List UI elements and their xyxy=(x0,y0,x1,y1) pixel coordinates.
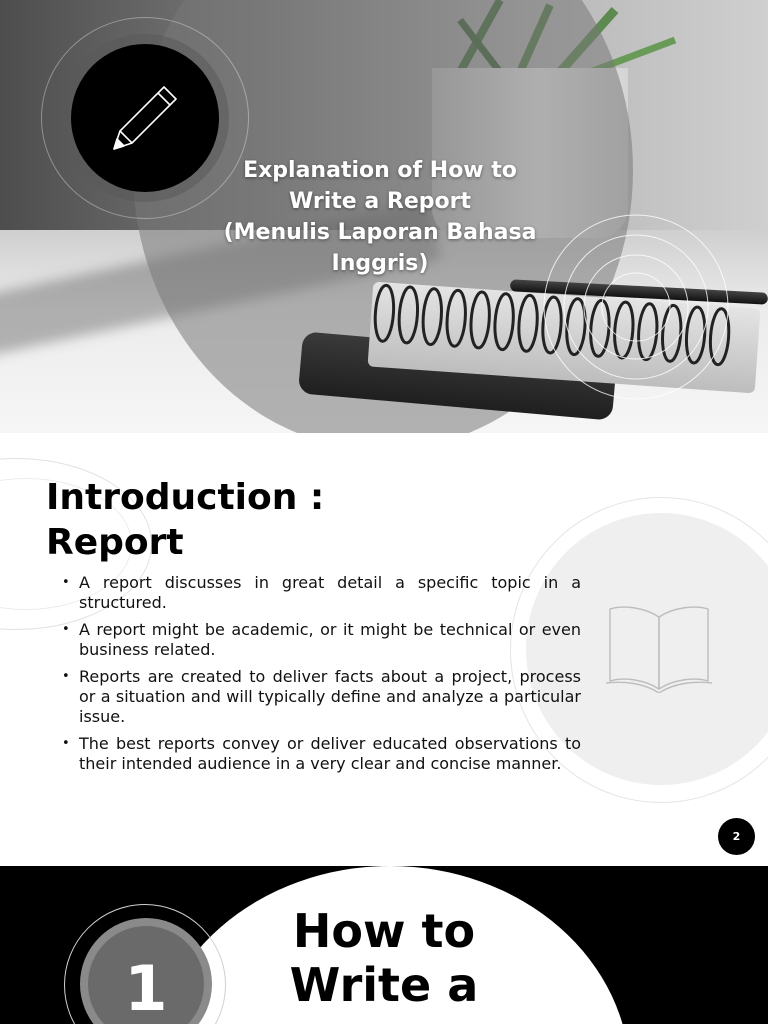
heading-line: Report xyxy=(46,522,184,563)
title-line: Write a xyxy=(289,958,479,1012)
section-slide xyxy=(0,866,768,1024)
list-item: • A report discusses in great detail a specific topic in a structured. xyxy=(62,573,581,613)
introduction-slide xyxy=(0,433,768,866)
section-title xyxy=(250,904,518,1012)
title-line: How to xyxy=(292,904,476,958)
title-line: (Menulis Laporan Bahasa xyxy=(223,220,537,245)
bullet-list xyxy=(62,573,581,781)
open-book-icon xyxy=(604,603,714,693)
title-line: Explanation of How to xyxy=(243,158,517,183)
pencil-icon xyxy=(106,79,184,157)
list-item: • The best reports convey or deliver educated observations to their intended audience in a very clear and concise manner. xyxy=(62,734,581,774)
title-line: Write a Report xyxy=(289,189,471,214)
section-heading xyxy=(46,475,566,565)
title-line: Inggris) xyxy=(331,251,429,276)
list-item: • Reports are created to deliver facts about a project, process or a situation and will typically define and analyze a particular issue. xyxy=(62,667,581,727)
list-item: • A report might be academic, or it might be technical or even business related. xyxy=(62,620,581,660)
slide-title xyxy=(190,155,570,279)
section-number: 1 xyxy=(124,952,168,1024)
page-number-badge: 2 xyxy=(718,818,755,855)
title-slide xyxy=(0,0,768,433)
heading-line: Introduction : xyxy=(46,477,325,518)
